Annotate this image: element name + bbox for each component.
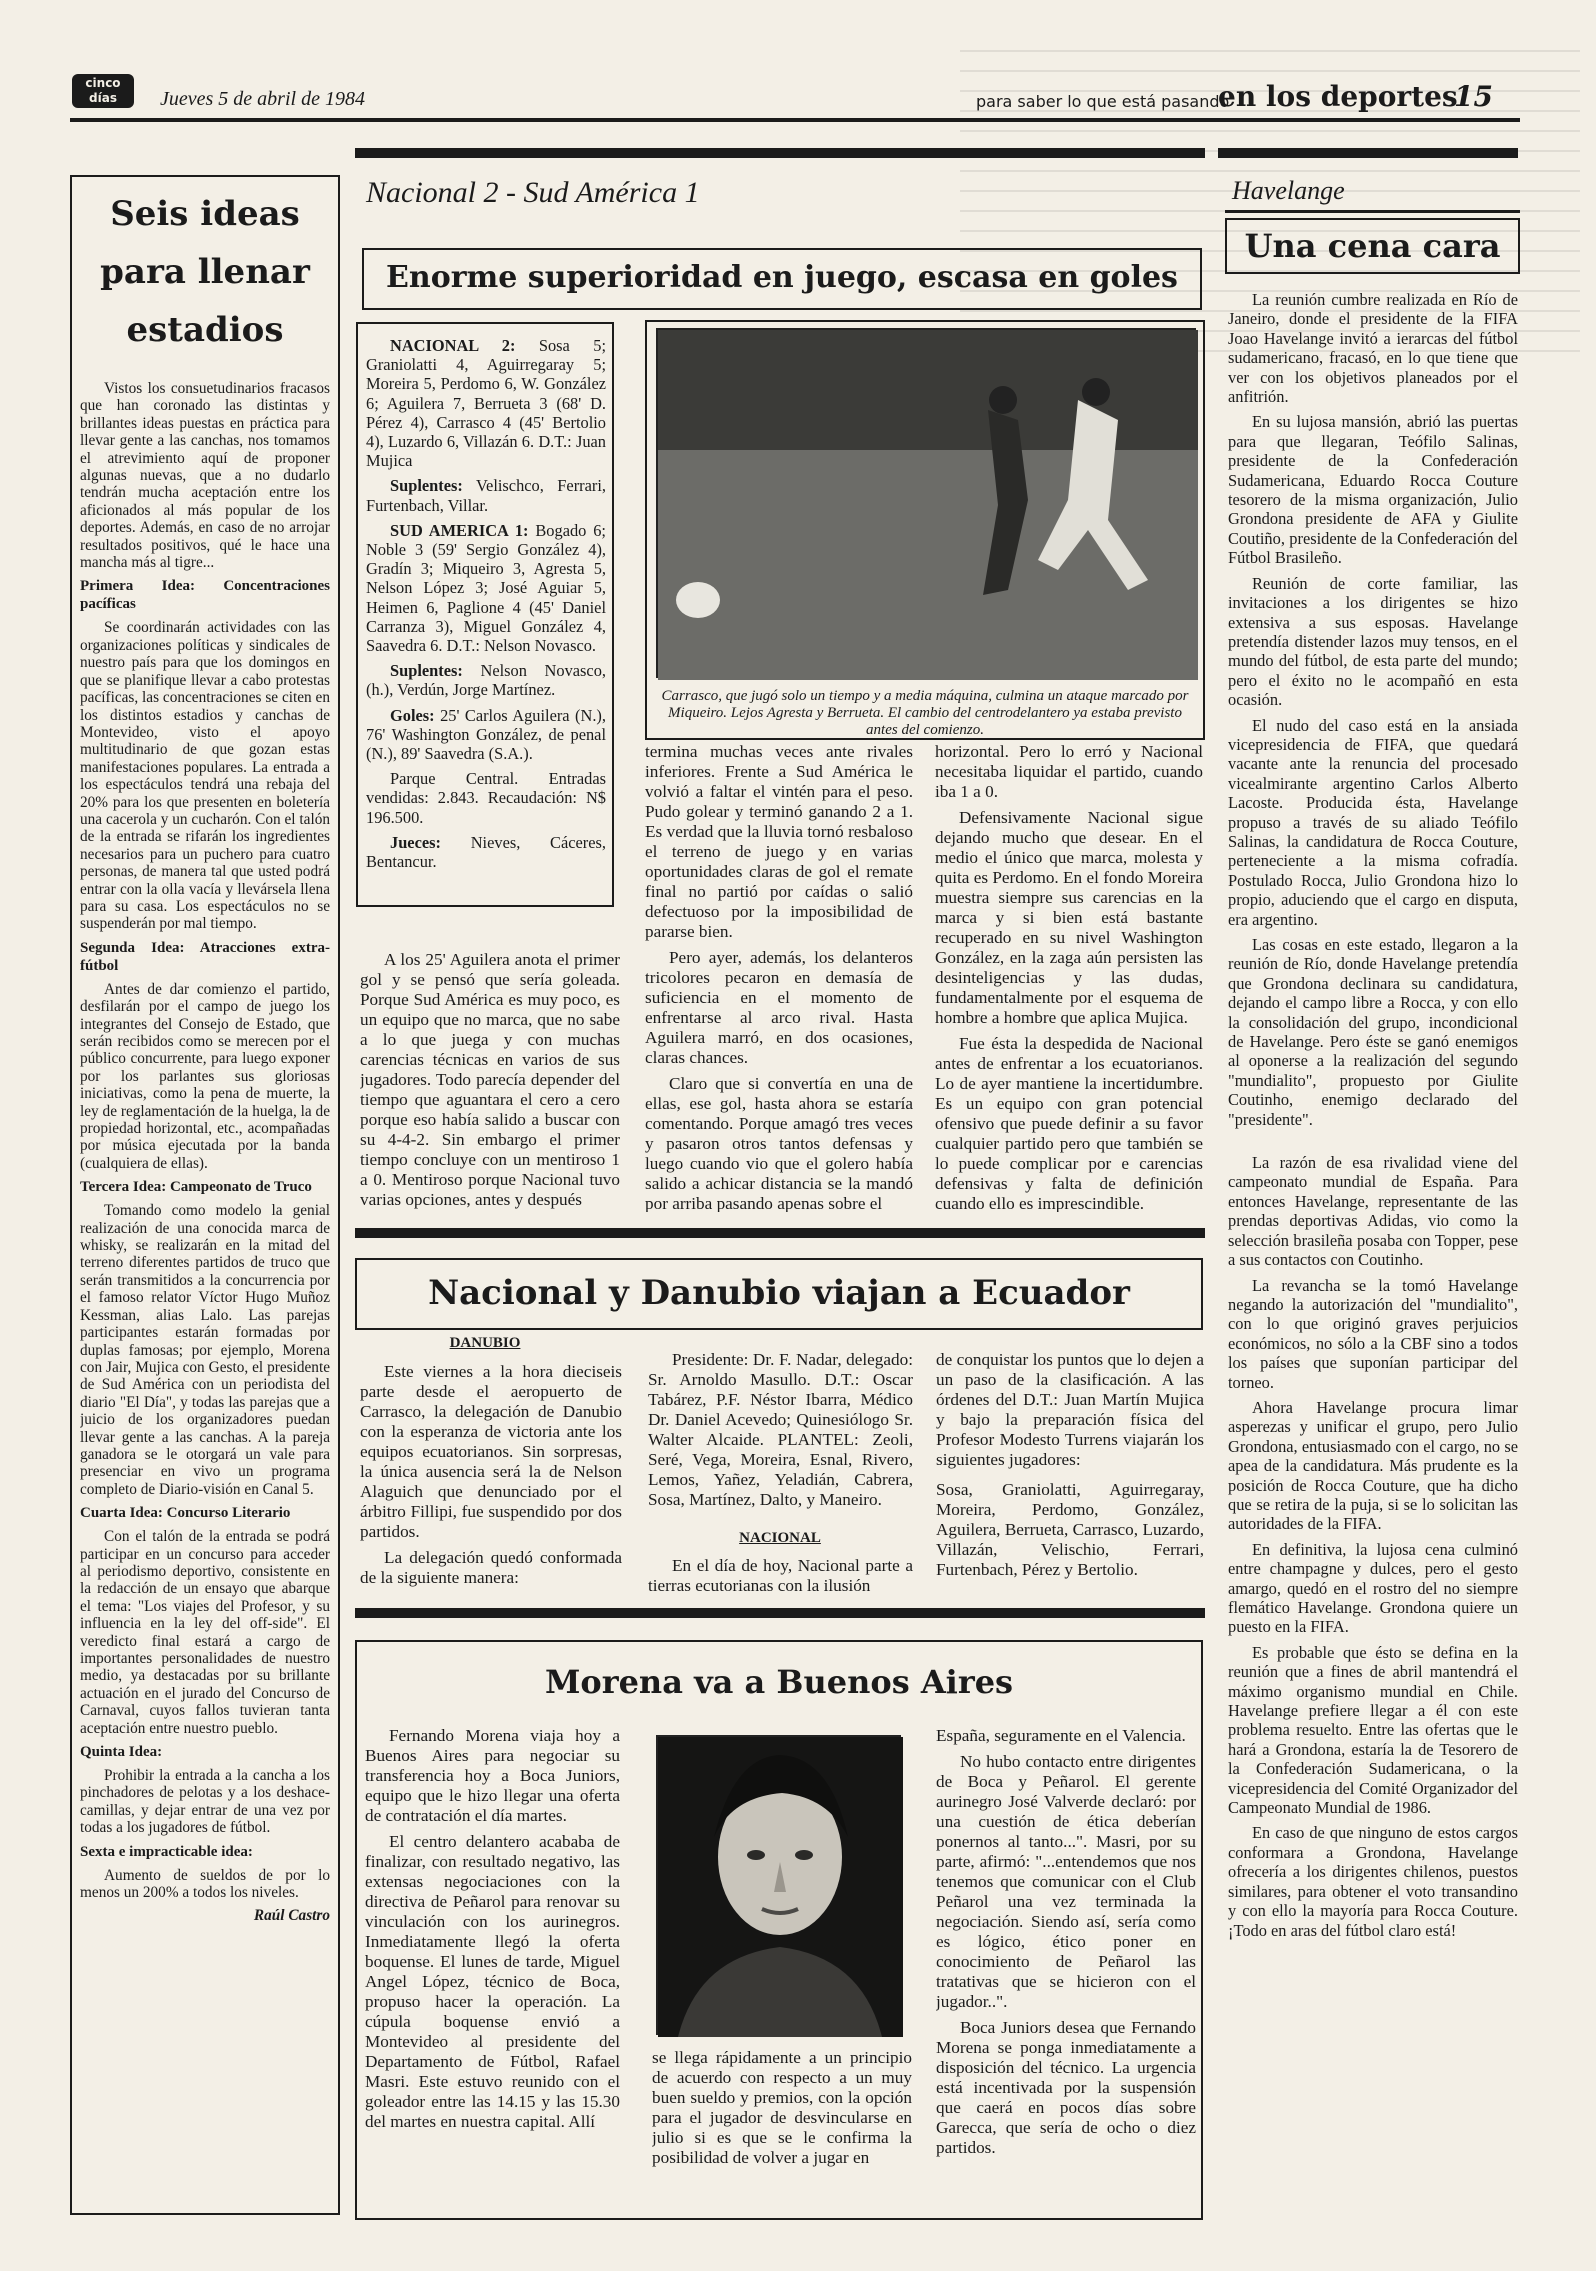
match-col3-p1: horizontal. Pero lo erró y Nacional necesitaba liquidar el partido, cuando iba 1 a 0.	[935, 742, 1203, 801]
jueces-text: Nieves, Cáceres, Bentancur.	[366, 832, 606, 872]
nacional-sub-heading: NACIONAL	[739, 1530, 821, 1546]
goles-label: Goles:	[390, 705, 435, 725]
havelange-body	[1228, 290, 1518, 2175]
match-col3-p3: Fue ésta la despedida de Nacional antes de enfrentar a los ecuatorianos. Lo de ayer mantiene la incertidumbre. Es un equipo con gran potencial ofensivo que puede definir a su favor cualquier partido pero que también se lo puede complicar por e carencias defensivas y falta de definición cuando ello es imprescindible.	[935, 1034, 1203, 1212]
havelange-p1: La reunión cumbre realizada en Río de Janeiro, donde el presidente de la FIFA Joao Havelange invitó a ierarcas del fútbol sudamericano, fracasó, en lo que tiene que ver con los objetivos planeados por el anfitrión.	[1228, 290, 1518, 407]
danubio-top-rule	[355, 1228, 1205, 1238]
jueces-label: Jueces:	[390, 832, 441, 852]
left-intro: Vistos los consuetudinarios fracasos que han coronado las distintas y brillantes ideas puestas en práctica para llevar gente a las canchas, nos tomamos el atrevimiento aquí de proponer algunas nuevas, que a no dudarlo tendrán mucha aceptación entre los aficionados al más popular de los deportes. Además, en caso de no arrojar resultados positivos, qué le hace una mancha más al tigre...	[80, 380, 330, 572]
sud-label: SUD AMERICA 1:	[390, 520, 529, 540]
morena-col3-p3: Boca Juniors desea que Fernando Morena se ponga inmediatamente a disposición del técnico. La urgencia está incentivada por la suspensión que caerá en pocos días sobre Garecca, que sería de ocho o diez partidos.	[936, 2018, 1196, 2157]
suplentes-sud-label: Suplentes:	[390, 661, 463, 681]
nacional-lineup: Sosa 5; Graniolatti 4, Aguirregaray 5; Moreira 5, Perdomo 6, W. González 6; Aguilera 7, Berrueta 3 (68' D. Pérez 4), Carrasco 4 (45' Bertolio 4), Luzardo 6, Villazán 6. D.T.: Juan Mujica	[366, 336, 606, 471]
havelange-kicker-rule	[1225, 210, 1520, 213]
danubio-col2b	[648, 1556, 913, 1606]
match-col2-p1: termina muchas veces ante rivales inferiores. Frente a Sud América le volvió a faltar el vintén para el peso. Pudo golear y terminó ganando 2 a 1. Es verdad que la lluvia tornó resbaloso el terreno de juego y en varias oportunidades claras de gol el remate final no partió por caídas o salió defectuoso por la imposibilidad de pararse bien.	[645, 742, 913, 941]
idea3-title: Tercera Idea: Campeonato de Truco	[80, 1179, 312, 1196]
match-col2-p3: Claro que si convertía en una de ellas, ese gol, hasta ahora se estaría comentando. Porque amagó tres veces y pasaron otros tantos defensas y luego cuando vio que el golero había salido a achicar distancia se la mandó por arriba pasando apenas sobre el	[645, 1074, 913, 1212]
havelange-p5: Las cosas en este estado, llegaron a la reunión de Río, donde Havelange pretendía que Grondona declinara su candidatura, dejando el campo libre a Rocca, y con ello la consolidación del grupo, incondicional de Havelange. Pero éste se ganó enemigos al oponerse a la realización del segundo "mundialito", propuesto por Giulite Coutinho, enemigo declarado del "presidente".	[1228, 935, 1518, 1129]
idea4-title: Cuarta Idea: Concurso Literario	[80, 1505, 291, 1522]
match-col2-p2: Pero ayer, además, los delanteros tricolores pecaron en demasía de suficiencia en el momento de enfrentarse al arco rival. Hasta Aguilera marró, en dos ocasiones, claras chances.	[645, 948, 913, 1067]
suplentes-nacional-label: Suplentes:	[390, 476, 463, 496]
right-top-rule	[1218, 148, 1518, 158]
havelange-p8: Ahora Havelange procura limar asperezas y unificar el grupo, pero Julio Grondona, entusiasmado con el cargo, no se apea de la candidatura. Más prudente es la posición de Rocca Couture, que ha dicho que se retira de la puja, si se lo solicitan las autoridades de la FIFA.	[1228, 1397, 1518, 1534]
danubio-col1	[360, 1362, 622, 1592]
header-tagline: para saber lo que está pasando	[976, 92, 1230, 111]
idea1-text: Se coordinarán actividades con las organizaciones políticas y sindicales de nuestro país para que los domingos en que se planifique llevar a cabo protestas pacíficas, las concentraciones se citen en los distintos estadios y canchas de Montevideo, visto el apoyo multitudinario de que gozan estas manifestaciones populares. La entrada a los espectáculos tendrá una rebaja del 20% para los que presenten en boletería una cacerola y un cucharón. Con el talón de la entrada se rifarán los ingredientes necesarios para un puchero para cuatro personas, de manera tal que usted podrá entrar con la olla vacía y llevársela llena para su casa. Los espectáculos no se suspenderán por mal tiempo.	[80, 619, 330, 933]
logo-text: cinco días	[85, 76, 121, 105]
morena-col2	[652, 2048, 912, 2188]
lineup-text	[366, 336, 606, 901]
morena-col1-p2: El centro delantero acababa de finalizar, con resultado negativo, las extensas negociaciones con la directiva de Peñarol para renovar su vinculación con los aurinegros. Inmediatamente llegó la oferta boquense. El lunes de tarde, Miguel Angel López, técnico de Boca, propuso hacer la operación. La cúpula boquense envió a Montevideo al presidente del Departamento de Fútbol, Rafael Masri. Este estuvo reunido con el goleador entre las 14.15 y las 15.30 del martes en nuestra capital. Allí	[365, 1832, 620, 2131]
photo-caption: Carrasco, que jugó solo un tiempo y a media máquina, culmina un ataque marcado por Miqueiro. Lejos Agresta y Berrueta. El cambio del centrodelantero ya estaba previsto antes del comienzo.	[661, 688, 1189, 738]
danubio-col3-p2: Sosa, Graniolatti, Aguirregaray, Moreira, Perdomo, González, Aguilera, Berrueta, Carrasco, Luzardo, Villazán, Velischio, Ferrari, Furtenbach, Pérez y Bertolio.	[936, 1480, 1204, 1579]
havelange-p4: El nudo del caso está en la ansiada vicepresidencia de FIFA, que quedará vacante ante la renuncia del procesado vicealmirante argentino Carlos Alberto Lacoste. Producida ésta, Havelange propuso a través de su aliado Teófilo Salinas, la candidatura de Rocca Couture, perteneciente a la misma cofradía. Postulado Rocca, Julio Grondona hizo lo propio, aduciendo que el cargo en disputa, era argentino.	[1228, 715, 1518, 929]
idea3-text: Tomando como modelo la genial realización de una conocida marca de whisky, se realizarán en la mitad del terreno diferentes partidos de truco que serán transmitidos a la concurrencia por el famoso relator Víctor Hugo Muñoz Kessman, alias Lalo. Las parejas participantes estarán formadas por duplas famosas; por ejemplo, Morena con Jair, Mujica con Gesto, el presidente de Sud América con un periodista del diario "El Día", y todas las parejas que a juicio de los organizadores puedan llevar gente a las canchas. A la pareja ganadora se le otorgará un vale para presenciar en vivo un programa completo de Diario-visión en Canal 5.	[80, 1202, 330, 1498]
havelange-p3: Reunión de corte familiar, las invitaciones a los dirigentes se hizo extensiva a sus esposas. Havelange pretendía distender lazos muy tensos, en el mundo del fútbol, de esta parte del mundo; pero el éxito no le acompañó en esta ocasión.	[1228, 573, 1518, 710]
idea2-text: Antes de dar comienzo el partido, desfilarán por el campo de juego los integrantes del Consejo de Estado, que serán recibidos como se merecen por el público concurrente, para luego exponer por los parlantes sus gloriosas iniciativas, como la pena de muerte, la ley de reglamentación de la huelga, la de propiedad horizontal, etc., acompañadas por música ejecutada por la banda (cualquiera de ellas).	[80, 980, 330, 1172]
match-col3-p2: Defensivamente Nacional sigue dejando mucho que desear. En el medio el único que marca, molesta y quita es Perdomo. En el fondo Moreira muestra siempre sus carencias en la marca y si bien está bastante recuperado en su nivel Washington González, en la zaga aún persisten las desinteligencias y las dudas, fundamentalmente por el esquema de hombre a hombre que aplica Mujica.	[935, 808, 1203, 1027]
danubio-col2-p1: Presidente: Dr. F. Nadar, delegado: Sr. Arnoldo Masullo. D.T.: Oscar Tabárez, P.F. Néstor Ibarra, Médico Dr. Daniel Acevedo; Quinesiólogo Sr. Walter Alcaide. PLANTEL: Zeoli, Seré, Vega, Moreira, Esnal, Rivero, Lemos, Yañez, Yeladián, Cabrera, Sosa, Martínez, Dalto, y Maneiro.	[648, 1350, 913, 1509]
match-col1	[360, 950, 620, 1215]
idea5-title: Quinta Idea:	[80, 1744, 163, 1761]
morena-col3-p2: No hubo contacto entre dirigentes de Boca y Peñarol. El gerente aurinegro José Valverde declaró: por una cuestión de ética deberían ponernos al tanto...". Masri, por su parte, afirmó: "...entendemos que nos tenemos que comunicar con el Club Peñarol una vez terminada la negociación. Siendo así, sería como es lógico, ético poner en conocimiento de Peñarol las tratativas que se hicieron con el jugador..".	[936, 1752, 1196, 2011]
nacional-label: NACIONAL 2:	[390, 336, 516, 355]
danubio-headline: Nacional y Danubio viajan a Ecuador	[428, 1273, 1130, 1313]
parque-text: Parque Central. Entradas vendidas: 2.843. Recaudación: N$ 196.500.	[366, 769, 606, 827]
suplentes-sud: Nelson Novasco, (h.), Verdún, Jorge Martínez.	[366, 661, 606, 700]
player-portrait-photo-icon	[656, 1735, 901, 2035]
idea6-title: Sexta e impracticable idea:	[80, 1843, 253, 1860]
havelange-kicker: Havelange	[1232, 176, 1345, 205]
danubio-col1-p2: La delegación quedó conformada de la siguiente manera:	[360, 1548, 622, 1587]
match-col2	[645, 742, 913, 1212]
idea5-text: Prohibir la entrada a la cancha a los pinchadores de pelotas y a los deshace-camillas, y dejar entrar de una vez por todas a los jugadores de fútbol.	[80, 1767, 330, 1837]
match-col3	[935, 742, 1203, 1212]
havelange-headline: Una cena cara	[1244, 227, 1501, 265]
danubio-col3-p1: de conquistar los puntos que lo dejen a un paso de la clasificación. A las órdenes del D.T.: Juan Martín Mujica y bajo la preparación física del Profesor Modesto Turrens viajarán los siguientes jugadores:	[936, 1350, 1204, 1469]
page-number: 15	[1454, 80, 1493, 113]
morena-top-rule	[355, 1608, 1205, 1618]
danubio-col2	[648, 1350, 913, 1540]
idea1-title: Primera Idea: Concentraciones pacíficas	[80, 578, 330, 613]
danubio-sub-heading: DANUBIO	[449, 1335, 521, 1351]
left-column-title: Seis ideas para llenar estadios	[100, 194, 310, 350]
havelange-p9: En definitiva, la lujosa cena culminó entre champagne y dulces, pero el gesto amargo, quedó en el rostro del no siempre flemático Havelange. Grondona quiere un puesto en la FIFA.	[1228, 1539, 1518, 1637]
havelange-p11: En caso de que ninguno de estos cargos conformara a Grondona, Havelange ofrecería a los dirigentes chilenos, puestos similares, para obtener el voto transandino y con ello la mayoría para Rocca Couture. ¡Todo en aras del fútbol claro está!	[1228, 1823, 1518, 1940]
goles-text: 25' Carlos Aguilera (N.), 76' Washington González, de penal (N.), 89' Saavedra (S.A.).	[366, 705, 606, 764]
danubio-col3	[936, 1350, 1204, 1610]
idea2-title: Segunda Idea: Atracciones extra-fútbol	[80, 939, 330, 974]
danubio-col1-p1: Este viernes a la hora dieciseis parte desde el aeropuerto de Carrasco, la delegación de Danubio con la esperanza de victoria ante los equipos ecuatorianos. Sin sorpresas, la única ausencia será la de Nelson Alaguich que denunciado por el árbitro Fillipi, fue suspendido por dos partidos.	[360, 1362, 622, 1541]
danubio-col2b-p1: En el día de hoy, Nacional parte a tierras ecutorianas con la ilusión	[648, 1556, 913, 1595]
header-rule	[70, 118, 1520, 122]
havelange-p6: La razón de esa rivalidad viene del campeonato mundial de España. Para entonces Havelange, representante de las prendas deportivas Adidas, vio como la selección brasileña posaba con Topper, pese a sus contactos con Coutinho.	[1228, 1153, 1518, 1270]
soccer-match-photo-icon	[656, 328, 1196, 678]
match-headline: Enorme superioridad en juego, escasa en goles	[386, 260, 1178, 295]
morena-col1-p1: Fernando Morena viaja hoy a Buenos Aires para negociar su transferencia hoy a Boca Juniors, equipo que le hizo llegar una oferta de contratación el día martes.	[365, 1726, 620, 1825]
morena-headline: Morena va a Buenos Aires	[544, 1663, 1014, 1701]
issue-date: Jueves 5 de abril de 1984	[160, 88, 365, 110]
left-column-body	[80, 380, 330, 2170]
havelange-p2: En su lujosa mansión, abrió las puertas para que llegaran, Teófilo Salinas, presidente de la Confederación Sudamericana, Eduardo Rocca Couture tesorero de la misma organización, Julio Grondona presidente de AFA y Giulite Coutiño, presidente de la Confederación del Fútbol Brasileño.	[1228, 412, 1518, 568]
morena-col3-p1: España, seguramente en el Valencia.	[936, 1726, 1186, 1745]
author-signature: Raúl Castro	[253, 1907, 330, 1925]
havelange-p7: La revancha se la tomó Havelange negando la autorización del "mundialito", con lo que originó graves perjuicios económicos, no sólo a la CBF sino a todos los países que suponían participar del torneo.	[1228, 1275, 1518, 1392]
masthead-logo	[72, 74, 134, 108]
center-top-rule	[355, 148, 1205, 158]
morena-col3	[936, 1726, 1196, 2186]
suplentes-nacional: Velischco, Ferrari, Furtenbach, Villar.	[366, 476, 606, 515]
morena-col2-p1: se llega rápidamente a un principio de acuerdo con respecto a un muy buen sueldo y premios, con la opción para el jugador de desvincularse en julio si es que se le confirma la posibilidad de volver a jugar en	[652, 2048, 912, 2167]
section-title: en los deportes	[1218, 80, 1458, 113]
match-col1-p1: A los 25' Aguilera anota el primer gol y se pensó que sería goleada. Porque Sud América es muy poco, es un equipo que no marca, que no sabe a lo que juega y con muchas carencias técnicas en varios de sus jugadores. Todo parecía depender del tiempo que aguantara el cero a cero porque eso había salido a buscar con su 4-4-2. Sin embargo el primer tiempo concluye con un mentiroso 1 a 0. Mentiroso porque Nacional tuvo varias opciones, antes y después	[360, 950, 620, 1209]
match-kicker: Nacional 2 - Sud América 1	[366, 176, 700, 209]
idea6-text: Aumento de sueldos de por lo menos un 200% a todos los niveles.	[80, 1866, 330, 1902]
sud-lineup: Bogado 6; Noble 3 (59' Sergio González 4), Gradín 3; Miqueiro 3, Agresta 5, Nelson López 3; José Aguiar 5, Heimen 6, Paglione 4 (45' Daniel Carranza 3), Miguel González 4, Saavedra 6. D.T.: Nelson Novasco.	[366, 520, 606, 656]
morena-col1	[365, 1726, 620, 2146]
idea4-text: Con el talón de la entrada se podrá participar en un concurso para acceder al periodismo deportivo, consistente en la redacción de un ensayo que abarque el tema: "Los viajes del Profesor, y su influencia en la ley del off-side". El veredicto final estará a cargo de importantes personalidades de nuestro medio, ya destacadas por su brillante actuación en el jurado del Concurso de Carnaval, cuyos fallos tuvieran tanta aceptación entre nuestro pueblo.	[80, 1528, 330, 1737]
havelange-p10: Es probable que ésto se defina en la reunión que a fines de abril mantendrá el máximo organismo mundial en Chile. Havelange prefiere llegar a él con este problema resuelto. Entre las ofertas que le hará a Grondona, estaría la de Tesorero de la Confederación Sudamericana, o la vicepresidencia del Comité Organizador del Campeonato Mundial de 1986.	[1228, 1642, 1518, 1818]
